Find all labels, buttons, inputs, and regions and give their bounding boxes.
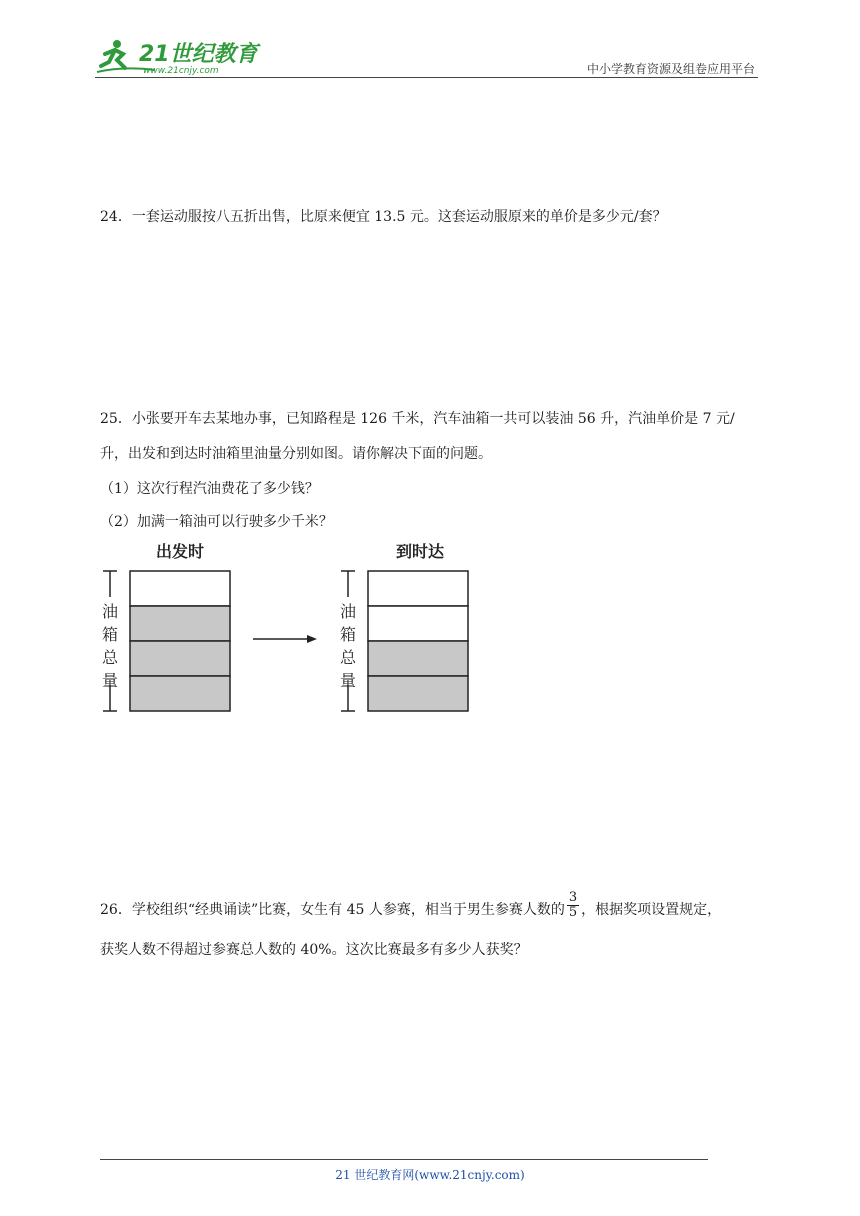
fuel-tank-diagram <box>95 540 485 720</box>
question-25-sub-2: （2）加满一箱油可以行驶多少千米？ <box>100 514 333 530</box>
fraction-numerator: 3 <box>568 889 578 905</box>
departure-tank-segment <box>130 571 230 606</box>
arrival-tank-segment <box>368 641 468 676</box>
question-25-sub-1: （1）这次行程汽油费花了多少钱？ <box>100 481 319 497</box>
question-26-line-2: 获奖人数不得超过参赛总人数的 40%。这次比赛最多有多少人获奖？ <box>100 942 528 958</box>
arrow-icon <box>253 635 317 643</box>
footer-site-link: 21 世纪教育网(www.21cnjy.com) <box>335 1168 525 1182</box>
arrival-axis-char: 箱 <box>339 625 357 644</box>
arrival-tank-segment <box>368 676 468 711</box>
fraction <box>567 891 579 920</box>
fraction-denominator: 5 <box>568 904 578 920</box>
question-26-text-b: ，根据奖项设置规定， <box>581 902 722 918</box>
question-25-line-2: 升，出发和到达时油箱里油量分别如图。请你解决下面的问题。 <box>100 446 492 462</box>
arrival-tank-segment <box>368 606 468 641</box>
question-24: 24．一套运动服按八五折出售，比原来便宜 13.5 元。这套运动服原来的单价是多少元/套？ <box>100 209 667 225</box>
arrival-axis-char: 油 <box>339 602 357 621</box>
departure-axis-char: 总 <box>101 648 119 667</box>
logo-text: 21世纪教育 <box>139 42 258 67</box>
question-26-text-a: 26．学校组织“经典诵读”比赛，女生有 45 人参赛，相当于男生参赛人数的 <box>100 902 565 918</box>
arrival-title: 到时达 <box>395 542 445 561</box>
departure-axis-char: 量 <box>101 671 119 690</box>
departure-capacity-bracket <box>102 571 119 711</box>
footer-divider <box>100 1159 708 1160</box>
arrival-axis-char: 量 <box>339 671 357 690</box>
header-platform-name: 中小学教育资源及组卷应用平台 <box>586 62 755 76</box>
departure-axis-char: 油 <box>101 602 119 621</box>
departure-axis-char: 箱 <box>101 625 119 644</box>
departure-title: 出发时 <box>155 542 205 561</box>
question-25-line-1: 25．小张要开车去某地办事，已知路程是 126 千米，汽车油箱一共可以装油 56 升，汽油单价是 7 元/ <box>100 411 735 427</box>
question-26-line-1 <box>100 889 722 920</box>
arrival-capacity-bracket <box>340 571 357 711</box>
arrival-axis-char: 总 <box>339 648 357 667</box>
departure-tank <box>130 571 230 711</box>
departure-tank-segment <box>130 641 230 676</box>
logo-url: www.21cnjy.com <box>143 66 219 76</box>
arrival-tank-segment <box>368 571 468 606</box>
departure-tank-segment <box>130 606 230 641</box>
departure-tank-segment <box>130 676 230 711</box>
header-divider <box>95 77 758 78</box>
arrival-tank <box>368 571 468 711</box>
site-logo <box>95 36 265 76</box>
